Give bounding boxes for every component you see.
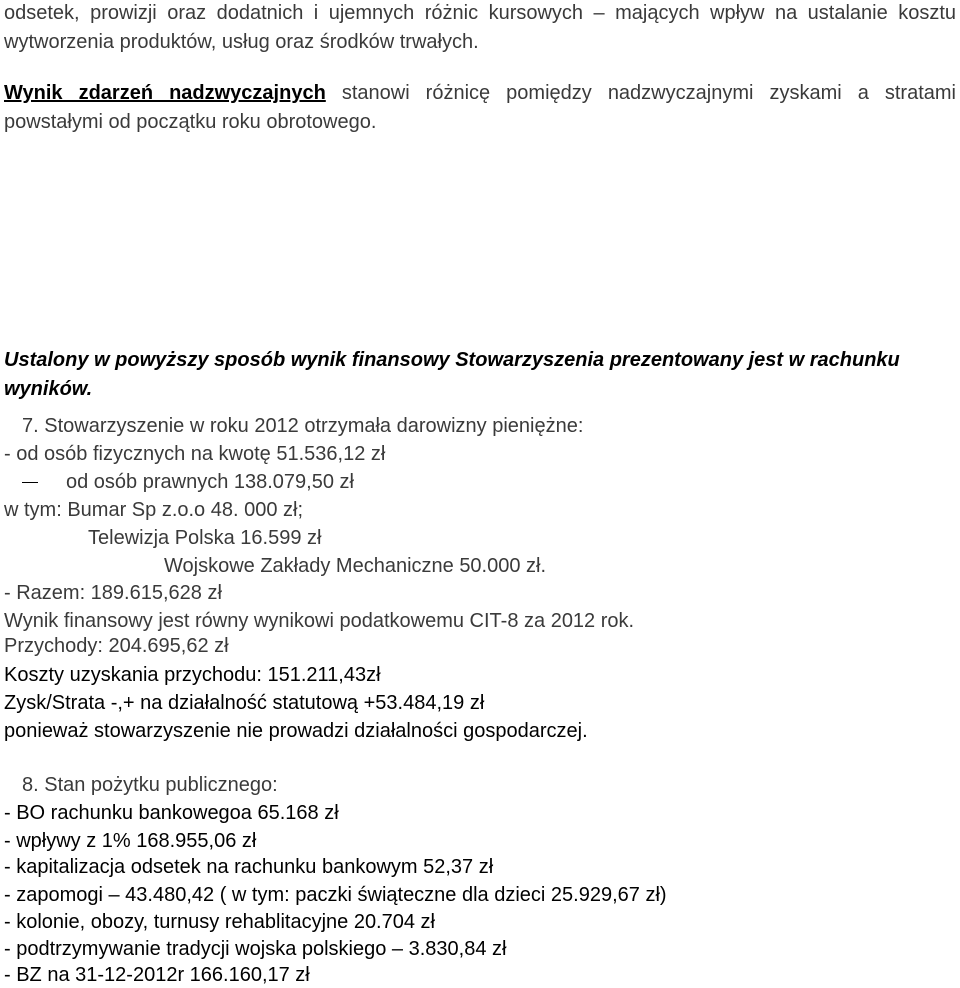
donations-tvp: Telewizja Polska 16.599 zł [88, 527, 322, 549]
no-business-activity-note: ponieważ stowarzyszenie nie prowadzi działalności gospodarczej. [4, 720, 588, 742]
donations-legal-entities-row [4, 469, 354, 495]
list-item: - wpływy z 1% 168.955,06 zł [4, 830, 257, 852]
intro-paragraph-costs: odsetek, prowizji oraz dodatnich i ujemnych różnic kursowych – mających wpływ na ustalanie kosztu wytworzenia produktów, usług oraz środków trwałych. [4, 2, 956, 53]
donations-legal-entities: od osób prawnych 138.079,50 zł [66, 471, 354, 493]
section8-heading: 8. Stan pożytku publicznego: [22, 774, 278, 796]
profit-loss: Zysk/Strata -,+ na działalność statutową +53.484,19 zł [4, 692, 485, 714]
donations-including-bumar: w tym: Bumar Sp z.o.o 48. 000 zł; [4, 499, 304, 521]
list-item: - BO rachunku bankowegoa 65.168 zł [4, 802, 339, 824]
donations-military-works: Wojskowe Zakłady Mechaniczne 50.000 zł. [164, 555, 547, 577]
financial-result-note: Ustalony w powyższy sposób wynik finansowy Stowarzyszenia prezentowany jest w rachunku wyników. [4, 349, 900, 400]
list-item: - podtrzymywanie tradycji wojska polskiego – 3.830,84 zł [4, 938, 507, 960]
intro-paragraph-extraordinary [4, 79, 956, 137]
revenue: Przychody: 204.695,62 zł [4, 635, 229, 657]
list-item: - kapitalizacja odsetek na rachunku bankowym 52,37 zł [4, 856, 494, 878]
donations-individuals: - od osób fizycznych na kwotę 51.536,12 zł [4, 443, 386, 465]
extraordinary-result-definition: stanowi różnicę pomiędzy nadzwyczajnymi zyskami a stratami powstałymi od początku roku obrotowego. [4, 82, 956, 133]
extraordinary-result-term: Wynik zdarzeń nadzwyczajnych [4, 82, 326, 104]
list-item: - kolonie, obozy, turnusy rehablitacyjne 20.704 zł [4, 911, 435, 933]
costs: Koszty uzyskania przychodu: 151.211,43zł [4, 664, 381, 686]
cit-note: Wynik finansowy jest równy wynikowi podatkowemu CIT-8 za 2012 rok. [4, 610, 635, 632]
list-item: - BZ na 31-12-2012r 166.160,17 zł [4, 964, 310, 986]
section7-heading: 7. Stowarzyszenie w roku 2012 otrzymała darowizny pieniężne: [22, 415, 584, 437]
donations-total: - Razem: 189.615,628 zł [4, 582, 222, 604]
list-item: - zapomogi – 43.480,42 ( w tym: paczki świąteczne dla dzieci 25.929,67 zł) [4, 884, 667, 906]
